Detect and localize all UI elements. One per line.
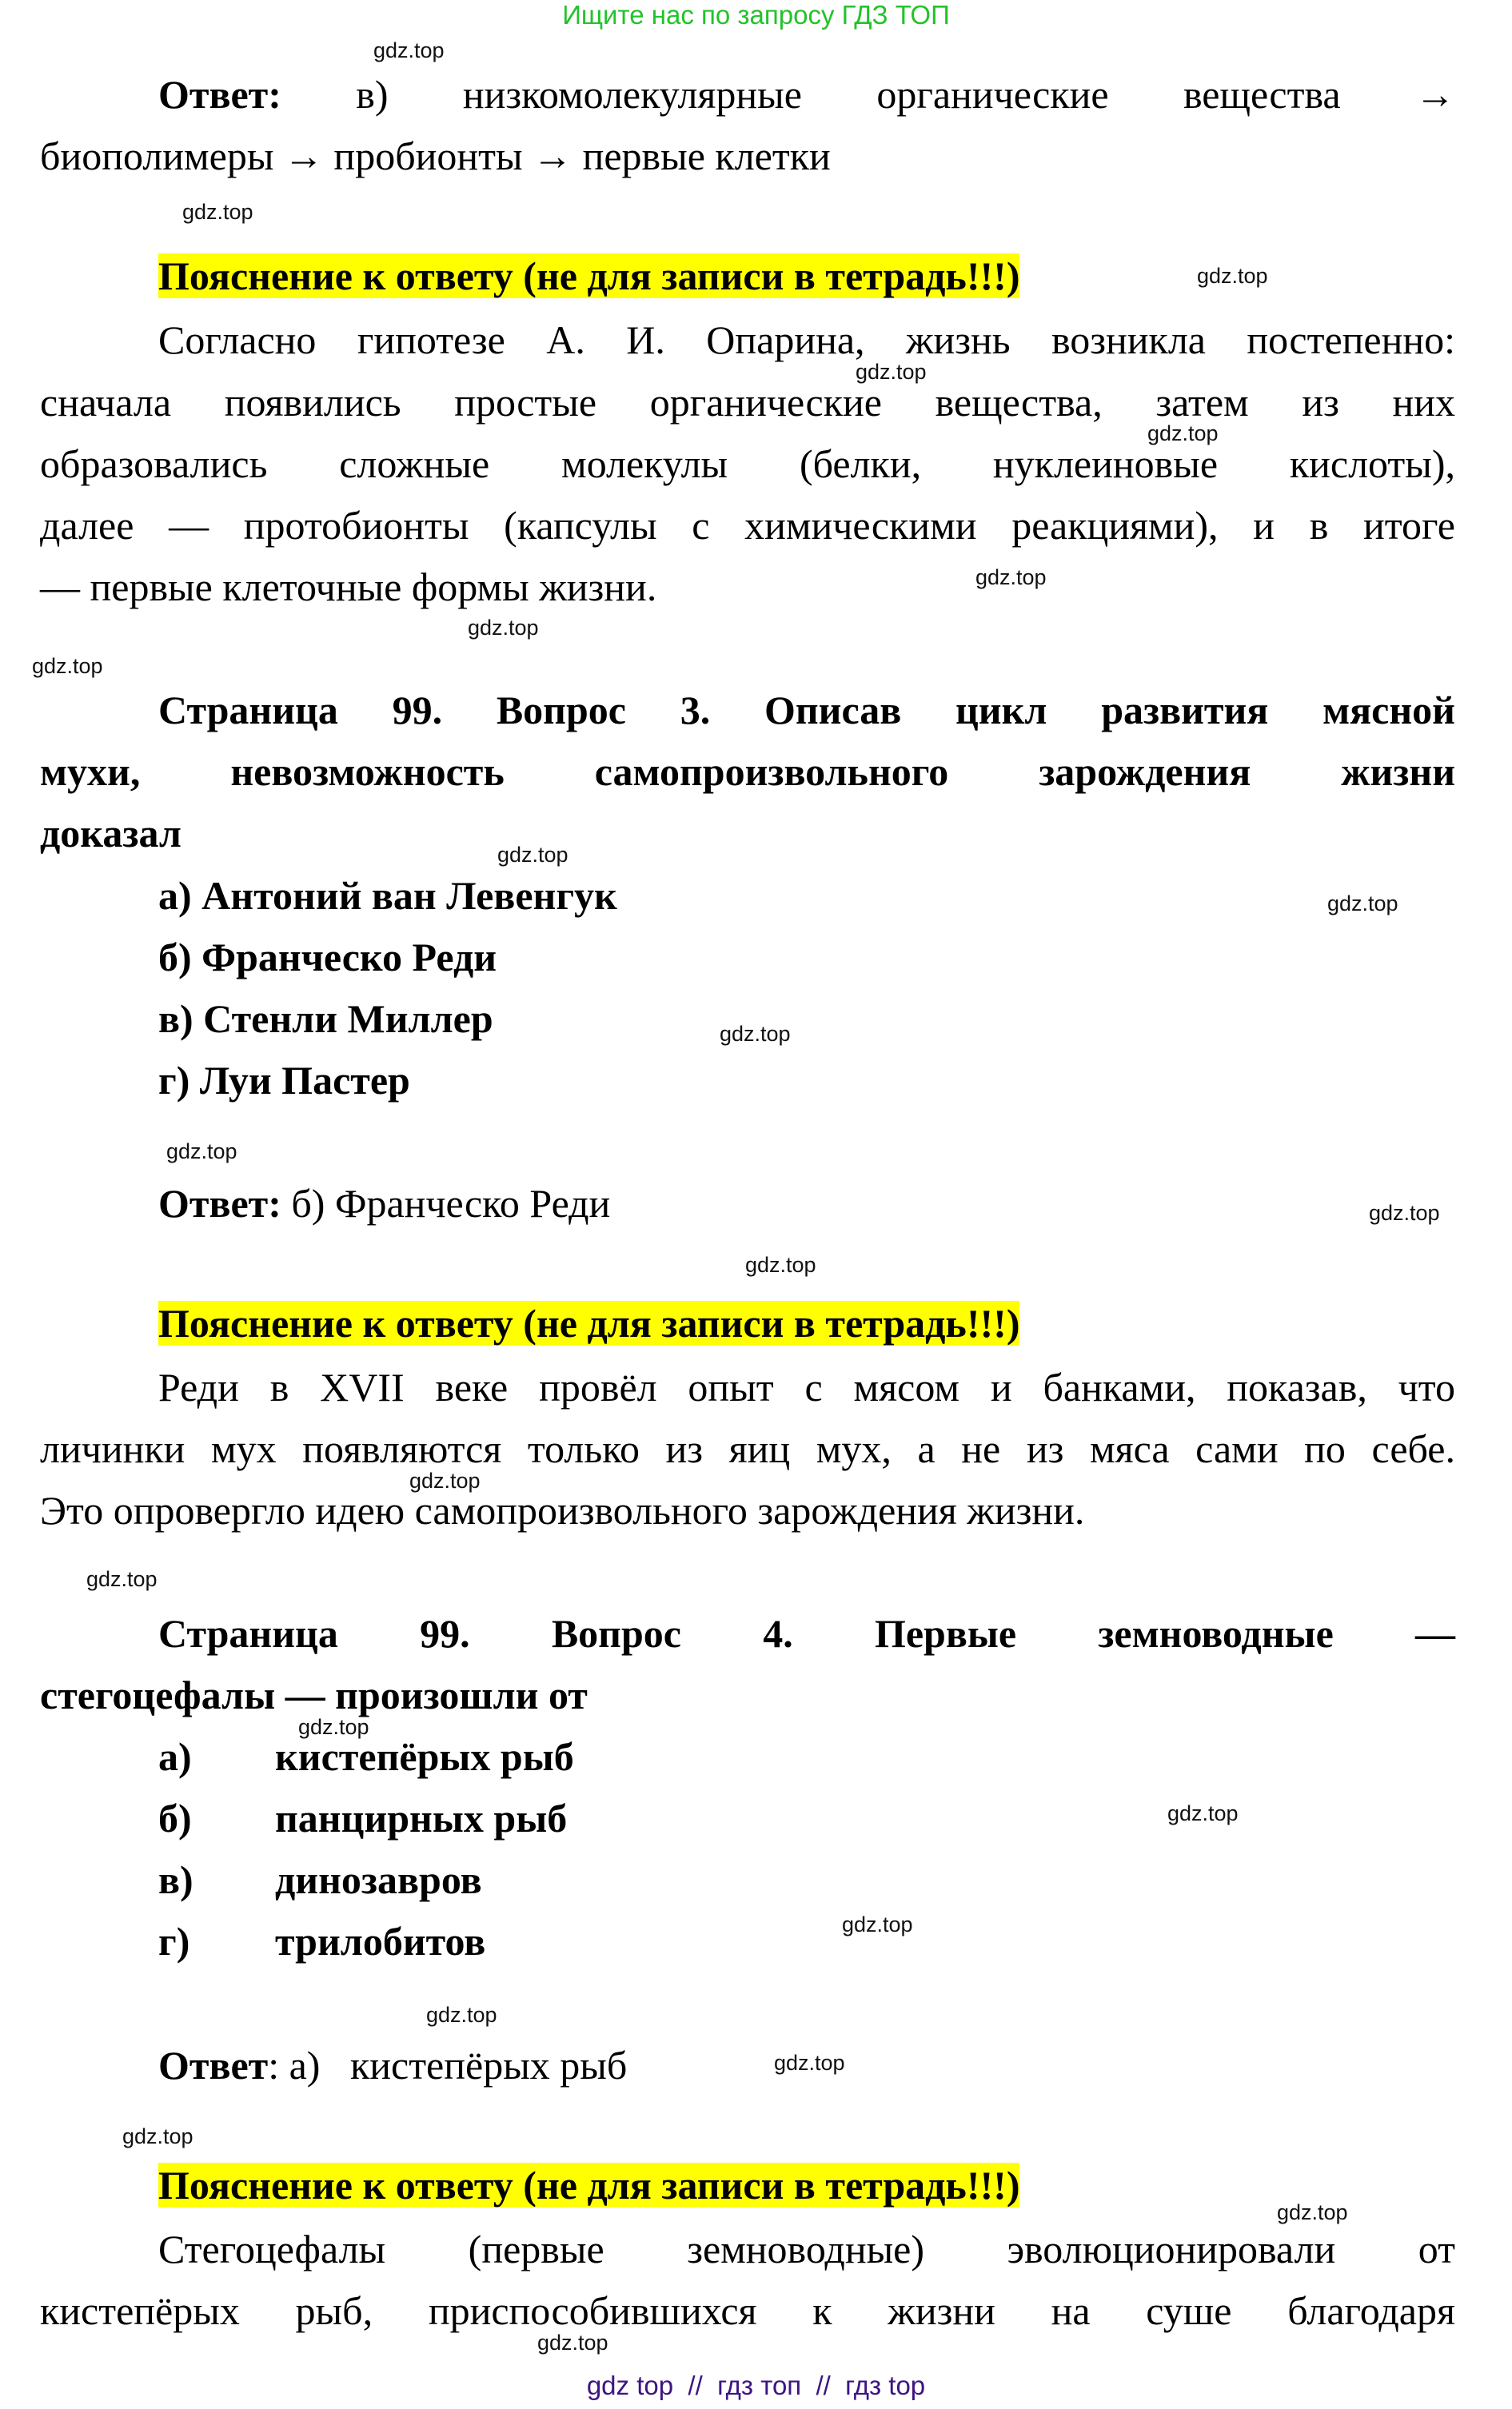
answer-label: Ответ: [158, 1181, 281, 1226]
footer-links[interactable]: gdz top // гдз топ // гдз top [586, 2371, 926, 2400]
q4-option-a: а) кистепёрых рыб [158, 1734, 574, 1779]
q3-title-line: мухи, невозможность самопроизвольного зарождения жизни [40, 749, 1455, 794]
answer-label: Ответ [158, 2043, 269, 2088]
watermark: gdz.top [1369, 1201, 1440, 1225]
watermark: gdz.top [842, 1912, 913, 1936]
watermark: gdz.top [1197, 264, 1268, 288]
q4-option-d: г) трилобитов [158, 1919, 486, 1964]
q4-answer [158, 2041, 627, 2089]
explanation-line: Стегоцефалы (первые земноводные) эволюционировали от [158, 2227, 1455, 2271]
explanation-line: далее — протобионты (капсулы с химическими реакциями), и в итоге [40, 503, 1455, 548]
q4-title-line: стегоцефалы — произошли от [40, 1673, 588, 1717]
explanation-line: образовались сложные молекулы (белки, нуклеиновые кислоты), [40, 441, 1455, 486]
watermark: gdz.top [1167, 1801, 1239, 1825]
q4-option-c: в) динозавров [158, 1857, 482, 1902]
q3-option-b: б) Франческо Реди [158, 935, 497, 979]
watermark: gdz.top [298, 1715, 369, 1739]
watermark: gdz.top [497, 843, 568, 867]
search-hint-banner: Ищите нас по запросу ГДЗ ТОП [562, 0, 950, 30]
watermark: gdz.top [166, 1139, 237, 1163]
explanation-line: сначала появились простые органические вещества, затем из них [40, 380, 1455, 425]
q3-option-a: а) Антоний ван Левенгук [158, 873, 617, 918]
explanation-line: Согласно гипотезе А. И. Опарина, жизнь возникла постепенно: [158, 317, 1455, 362]
q2-answer-line-2: биополимеры → пробионты → первые клетки [40, 134, 831, 178]
watermark: gdz.top [86, 1567, 158, 1591]
explanation-line: личинки мух появляются только из яиц мух, а не из мяса сами по себе. [40, 1426, 1455, 1471]
watermark: gdz.top [409, 1469, 481, 1493]
watermark: gdz.top [1277, 2200, 1348, 2224]
answer-text: в) низкомолекулярные органические вещества → [281, 72, 1455, 117]
q3-answer [158, 1179, 610, 1227]
watermark: gdz.top [1147, 421, 1219, 445]
explanation-line: — первые клеточные формы жизни. [40, 564, 657, 609]
q3-title-line: Страница 99. Вопрос 3. Описав цикл развития мясной [158, 688, 1455, 732]
watermark: gdz.top [856, 360, 927, 384]
q4-option-b: б) панцирных рыб [158, 1796, 568, 1841]
watermark: gdz.top [426, 2003, 497, 2027]
q3-title-line: доказал [40, 811, 182, 856]
watermark: gdz.top [745, 1253, 816, 1277]
answer-text: б) Франческо Реди [281, 1181, 611, 1226]
watermark: gdz.top [468, 616, 539, 640]
watermark: gdz.top [774, 2051, 845, 2075]
watermark: gdz.top [122, 2124, 193, 2148]
q4-title-line: Страница 99. Вопрос 4. Первые земноводные — [158, 1611, 1455, 1656]
answer-label: Ответ: [158, 72, 281, 117]
explanation-line: Реди в XVII веке провёл опыт с мясом и банками, показав, что [158, 1365, 1455, 1410]
watermark: gdz.top [975, 565, 1047, 589]
watermark: gdz.top [32, 654, 103, 678]
q2-explanation-heading: Пояснение к ответу (не для записи в тетрадь!!!) [158, 253, 1020, 298]
explanation-line: Это опровергло идею самопроизвольного зарождения жизни. [40, 1488, 1085, 1533]
q2-answer-line-1 [158, 70, 1455, 118]
watermark: gdz.top [537, 2331, 608, 2355]
q4-explanation-heading: Пояснение к ответу (не для записи в тетрадь!!!) [158, 2163, 1020, 2208]
watermark: gdz.top [182, 200, 253, 224]
watermark: gdz.top [1327, 891, 1398, 915]
answer-text: : а) кистепёрых рыб [268, 2043, 628, 2088]
watermark: gdz.top [373, 38, 445, 62]
q3-option-d: г) Луи Пастер [158, 1058, 410, 1103]
q3-option-c: в) Стенли Миллер [158, 996, 493, 1041]
q3-explanation-heading: Пояснение к ответу (не для записи в тетрадь!!!) [158, 1301, 1020, 1346]
explanation-line: кистепёрых рыб, приспособившихся к жизни на суше благодаря [40, 2288, 1455, 2333]
watermark: gdz.top [720, 1022, 791, 1046]
